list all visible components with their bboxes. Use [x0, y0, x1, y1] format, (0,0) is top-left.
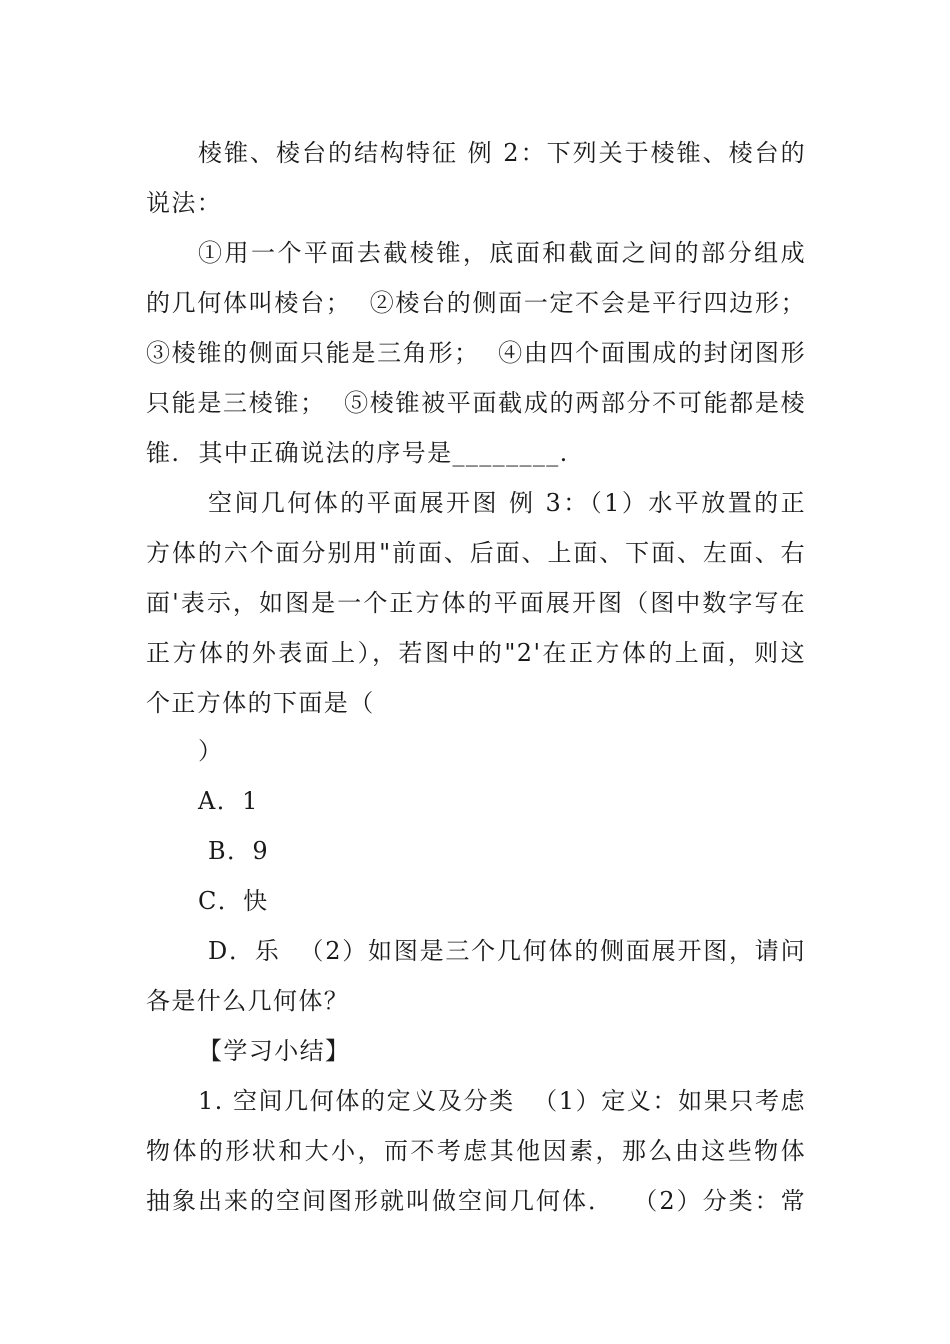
text-line: 空间几何体的平面展开图 例 3：（1）水平放置的正 — [208, 489, 806, 517]
section-heading: 【学习小结】 — [198, 1037, 351, 1065]
option-d: D．乐 （2）如图是三个几何体的侧面展开图，请问 — [208, 937, 806, 965]
text-line: ） — [198, 737, 224, 765]
text-line: 抽象出来的空间图形就叫做空间几何体． （2）分类：常 — [146, 1187, 806, 1215]
text-line: 个正方体的下面是（ — [146, 689, 375, 717]
text-line: 说法： — [146, 189, 223, 217]
text-line: 锥. 其中正确说法的序号是________. — [146, 439, 569, 467]
text-line: ①用一个平面去截棱锥，底面和截面之间的部分组成 — [198, 239, 806, 267]
text-line: 正方体的外表面上），若图中的"2'在正方体的上面，则这 — [146, 639, 806, 667]
option-c: C．快 — [198, 887, 269, 915]
text-line: 棱锥、棱台的结构特征 例 2：下列关于棱锥、棱台的 — [198, 139, 806, 167]
text-line: 的几何体叫棱台； ②棱台的侧面一定不会是平行四边形； — [146, 289, 806, 317]
text-line: 各是什么几何体？ — [146, 987, 350, 1015]
text-line: 1. 空间几何体的定义及分类 （1）定义：如果只考虑 — [198, 1087, 806, 1115]
text-line: 面'表示，如图是一个正方体的平面展开图（图中数字写在 — [146, 589, 806, 617]
text-line: 物体的形状和大小，而不考虑其他因素，那么由这些物体 — [146, 1137, 806, 1165]
text-line: 方体的六个面分别用"前面、后面、上面、下面、左面、右 — [146, 539, 806, 567]
text-line: ③棱锥的侧面只能是三角形； ④由四个面围成的封闭图形 — [146, 339, 806, 367]
text-line: 只能是三棱锥； ⑤棱锥被平面截成的两部分不可能都是棱 — [146, 389, 806, 417]
option-a: A．1 — [198, 787, 259, 815]
option-b: B．9 — [208, 837, 270, 865]
